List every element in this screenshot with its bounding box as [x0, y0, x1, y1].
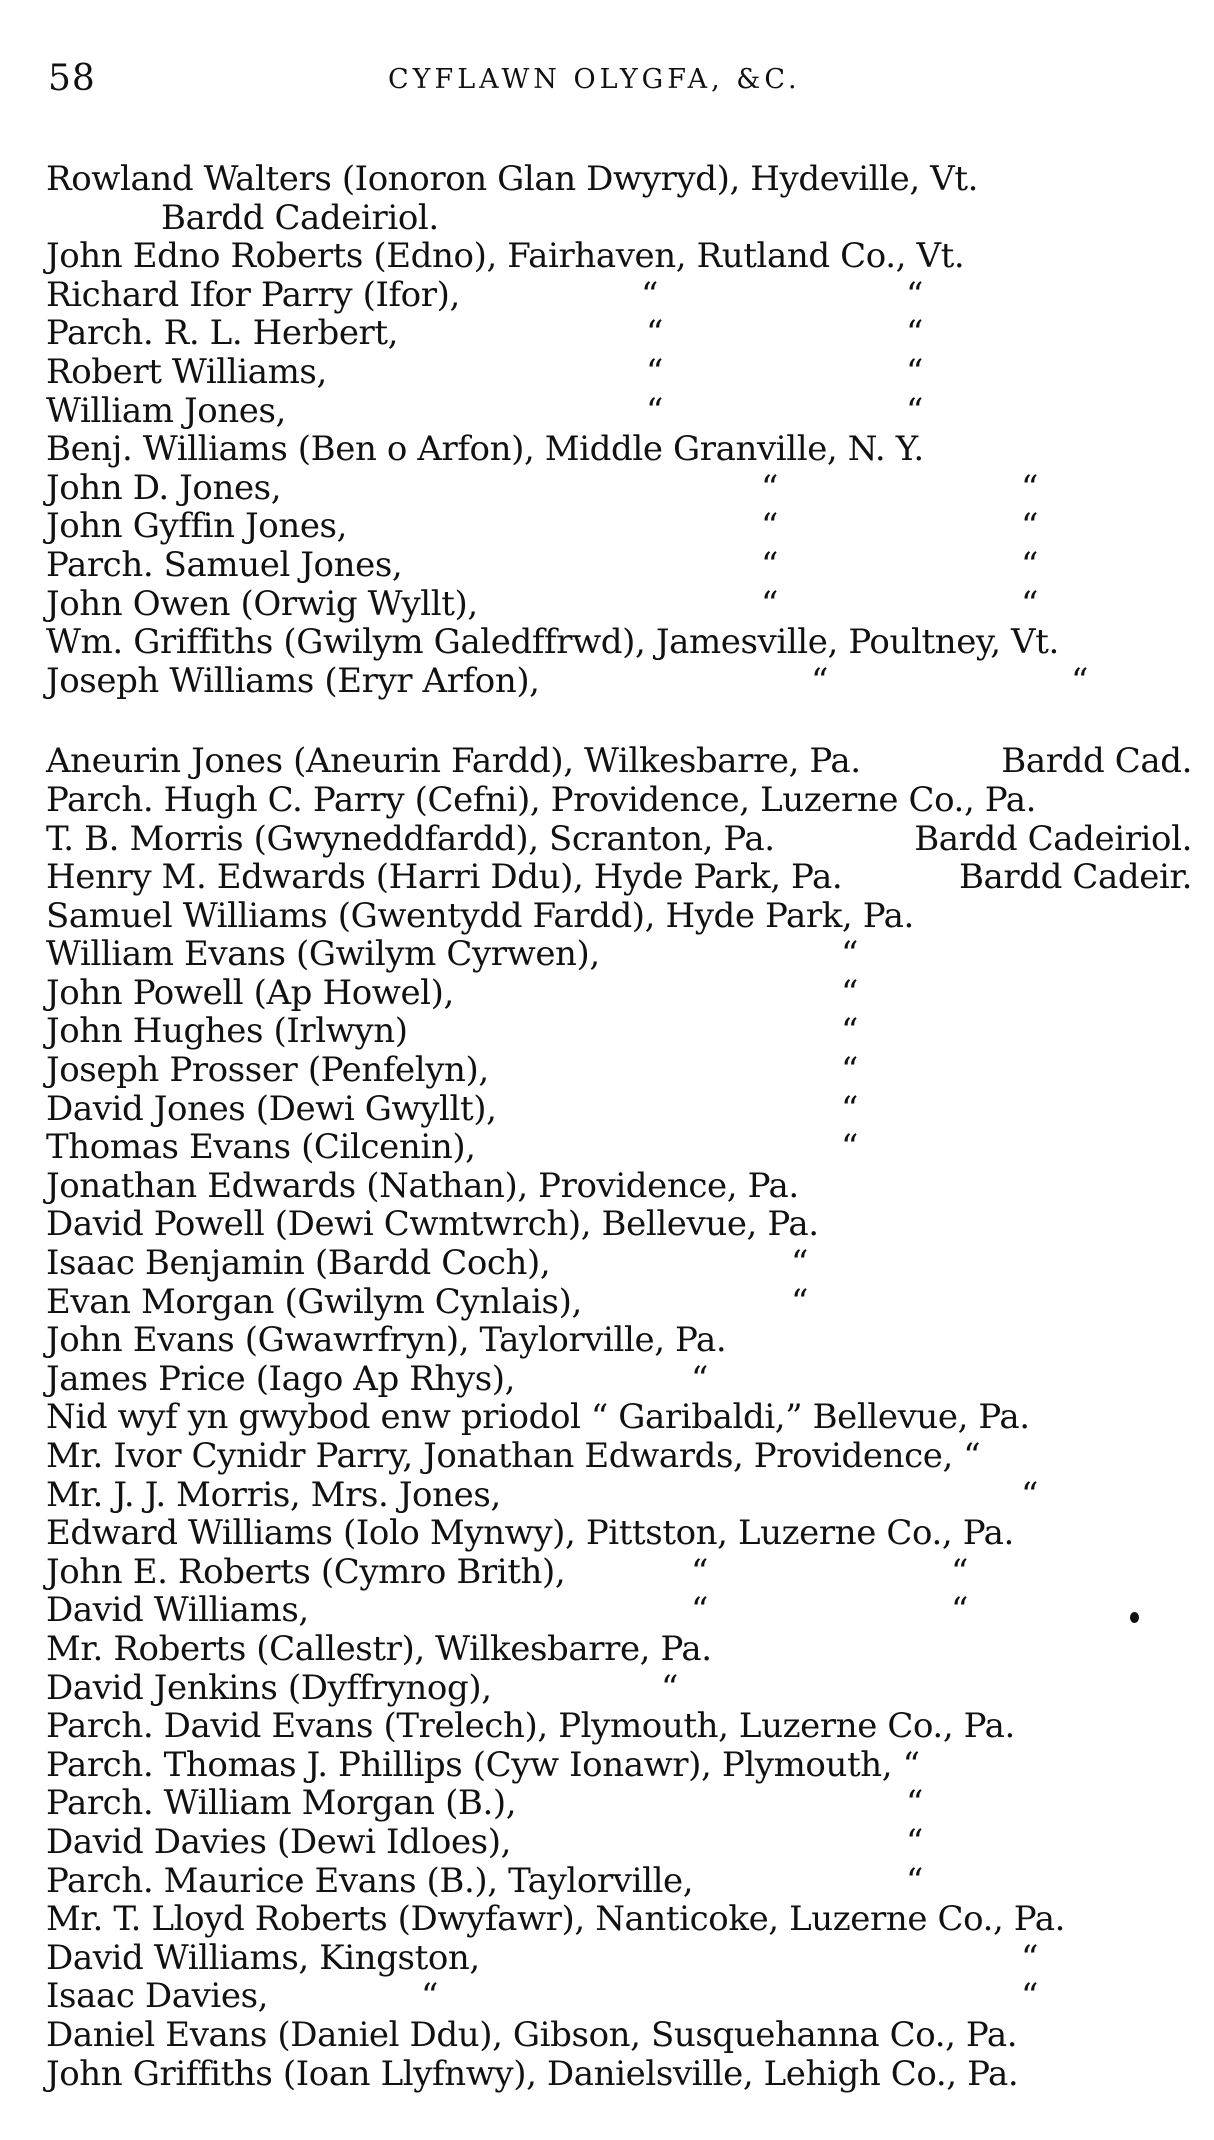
list-item: Robert Williams, “ “ — [46, 351, 923, 392]
ditto-mark: “ — [661, 1667, 678, 1708]
list-item: Thomas Evans (Cilcenin), “ — [46, 1127, 858, 1168]
list-item: Samuel Williams (Gwentydd Fardd), Hyde Park, Pa. — [46, 895, 914, 936]
list-item: Parch. Hugh C. Parry (Cefni), Providence, Luzerne Co., Pa. — [46, 779, 1037, 820]
list-item: David Powell (Dewi Cwmtwrch), Bellevue, Pa. — [46, 1204, 819, 1245]
ditto-mark: “ — [646, 390, 663, 431]
list-item: John Edno Roberts (Edno), Fairhaven, Rutland Co., Vt. — [46, 236, 965, 277]
running-title: CYFLAWN OLYGFA, &C. — [388, 64, 801, 95]
ditto-mark: “ — [951, 1551, 968, 1592]
ditto-mark: “ — [906, 313, 923, 354]
ink-speck — [1130, 1612, 1139, 1623]
ditto-mark: “ — [761, 506, 778, 547]
ditto-mark: “ — [1021, 583, 1038, 624]
ditto-mark: “ — [421, 1976, 438, 2017]
list-item: Joseph Prosser (Penfelyn), “ — [46, 1050, 858, 1091]
ditto-mark: “ — [906, 274, 923, 315]
ditto-mark: “ — [1021, 544, 1038, 585]
ditto-mark: “ — [691, 1551, 708, 1592]
list-item: Parch. William Morgan (B.), “ — [46, 1783, 923, 1824]
list-item: John E. Roberts (Cymro Brith), “ “ — [46, 1551, 968, 1592]
list-item: Mr. Roberts (Callestr), Wilkesbarre, Pa. — [46, 1628, 712, 1669]
list-item: David Jenkins (Dyffrynog), “ — [46, 1667, 678, 1708]
ditto-mark: “ — [951, 1590, 968, 1631]
ditto-mark: “ — [791, 1243, 808, 1284]
list-item: John Hughes (Irlwyn) “ — [46, 1011, 858, 1052]
list-item: James Price (Iago Ap Rhys), “ — [46, 1358, 708, 1399]
list-item: Daniel Evans (Daniel Ddu), Gibson, Susquehanna Co., Pa. — [46, 2014, 1018, 2055]
list-item: Parch. R. L. Herbert, “ “ — [46, 313, 923, 354]
list-item: Rowland Walters (Ionoron Glan Dwyryd), Hydeville, Vt. — [46, 159, 978, 199]
ditto-mark: “ — [646, 313, 663, 354]
ditto-mark: “ — [646, 351, 663, 392]
list-item: Aneurin Jones (Aneurin Fardd), Wilkesbarre, Pa. Bardd Cad. — [46, 741, 1192, 782]
list-item: John Evans (Gwawrfryn), Taylorville, Pa. — [46, 1320, 727, 1361]
section-gap — [46, 700, 1196, 742]
list-item: Isaac Benjamin (Bardd Coch), “ — [46, 1243, 808, 1284]
list-item: Edward Williams (Iolo Mynwy), Pittston, Luzerne Co., Pa. — [46, 1513, 1014, 1554]
list-item: Jonathan Edwards (Nathan), Providence, Pa. — [46, 1165, 799, 1206]
list-item: John Powell (Ap Howel), “ — [46, 972, 858, 1013]
list-item: Wm. Griffiths (Gwilym Galedffrwd), Jamesville, Poultney, Vt. — [46, 622, 1059, 663]
ditto-mark: “ — [841, 1088, 858, 1129]
ditto-mark: “ — [641, 274, 658, 315]
ditto-mark: “ — [691, 1590, 708, 1631]
list-item: Nid wyf yn gwybod enw priodol “ Garibaldi,” Bellevue, Pa. — [46, 1397, 1030, 1438]
ditto-mark: “ — [1021, 506, 1038, 547]
page-header — [48, 58, 1168, 108]
ditto-mark: “ — [761, 467, 778, 508]
list-item: David Jones (Dewi Gwyllt), “ — [46, 1088, 858, 1129]
list-item: David Davies (Dewi Idloes), “ — [46, 1821, 923, 1862]
ditto-mark: “ — [1021, 467, 1038, 508]
list-item: Mr. Ivor Cynidr Parry, Jonathan Edwards, Providence, “ — [46, 1436, 981, 1476]
list-item: Mr. J. J. Morris, Mrs. Jones, “ — [46, 1474, 1038, 1515]
list-item: John Griffiths (Ioan Llyfnwy), Danielsville, Lehigh Co., Pa. — [46, 2053, 1019, 2094]
ditto-mark: “ — [1021, 1474, 1038, 1515]
list-item: Parch. Samuel Jones, “ “ — [46, 544, 1038, 585]
ditto-mark: “ — [811, 660, 828, 701]
list-item: Bardd Cadeiriol. — [161, 197, 439, 238]
ditto-mark: “ — [906, 351, 923, 392]
list-item: William Jones, “ “ — [46, 390, 923, 431]
ditto-mark: “ — [841, 972, 858, 1013]
list-item: Benj. Williams (Ben o Arfon), Middle Granville, N. Y. — [46, 429, 924, 470]
list-item: Mr. T. Lloyd Roberts (Dwyfawr), Nanticoke, Luzerne Co., Pa. — [46, 1899, 1066, 1940]
list-item: Evan Morgan (Gwilym Cynlais), “ — [46, 1281, 808, 1322]
list-item: David Williams, “ “ — [46, 1590, 968, 1631]
list-item: William Evans (Gwilym Cyrwen), “ — [46, 934, 858, 975]
ditto-mark: “ — [906, 1783, 923, 1824]
ditto-mark: “ — [906, 390, 923, 431]
ditto-mark: “ — [841, 1127, 858, 1168]
list-item: Joseph Williams (Eryr Arfon), “ “ — [46, 660, 1088, 701]
list-item: David Williams, Kingston, “ — [46, 1937, 1038, 1978]
ditto-mark: “ — [761, 544, 778, 585]
list-item: Isaac Davies, “ “ — [46, 1976, 1038, 2017]
ditto-mark: “ — [1021, 1937, 1038, 1978]
ditto-mark: “ — [1021, 1976, 1038, 2017]
list-item: John D. Jones, “ “ — [46, 467, 1038, 508]
list-item: Parch. David Evans (Trelech), Plymouth, Luzerne Co., Pa. — [46, 1706, 1015, 1747]
list-item: Parch. Maurice Evans (B.), Taylorville, “ — [46, 1860, 923, 1901]
list-item: John Gyffin Jones, “ “ — [46, 506, 1038, 547]
ditto-mark: “ — [1071, 660, 1088, 701]
list-item: Henry M. Edwards (Harri Ddu), Hyde Park, Pa. Bardd Cadeir. — [46, 857, 1192, 898]
directory-list — [46, 160, 1196, 2093]
list-item: Parch. Thomas J. Phillips (Cyw Ionawr), Plymouth, “ — [46, 1744, 920, 1785]
ditto-mark: “ — [841, 1011, 858, 1052]
ditto-mark: “ — [841, 934, 858, 975]
page-number: 58 — [48, 58, 96, 99]
ditto-mark: “ — [691, 1358, 708, 1399]
ditto-mark: “ — [841, 1050, 858, 1091]
list-item: T. B. Morris (Gwyneddfardd), Scranton, Pa. Bardd Cadeiriol. — [46, 818, 1192, 859]
ditto-mark: “ — [761, 583, 778, 624]
list-item: John Owen (Orwig Wyllt), “ “ — [46, 583, 1038, 624]
list-item: Richard Ifor Parry (Ifor), “ “ — [46, 274, 923, 315]
ditto-mark: “ — [906, 1821, 923, 1862]
ditto-mark: “ — [906, 1860, 923, 1901]
ditto-mark: “ — [791, 1281, 808, 1322]
